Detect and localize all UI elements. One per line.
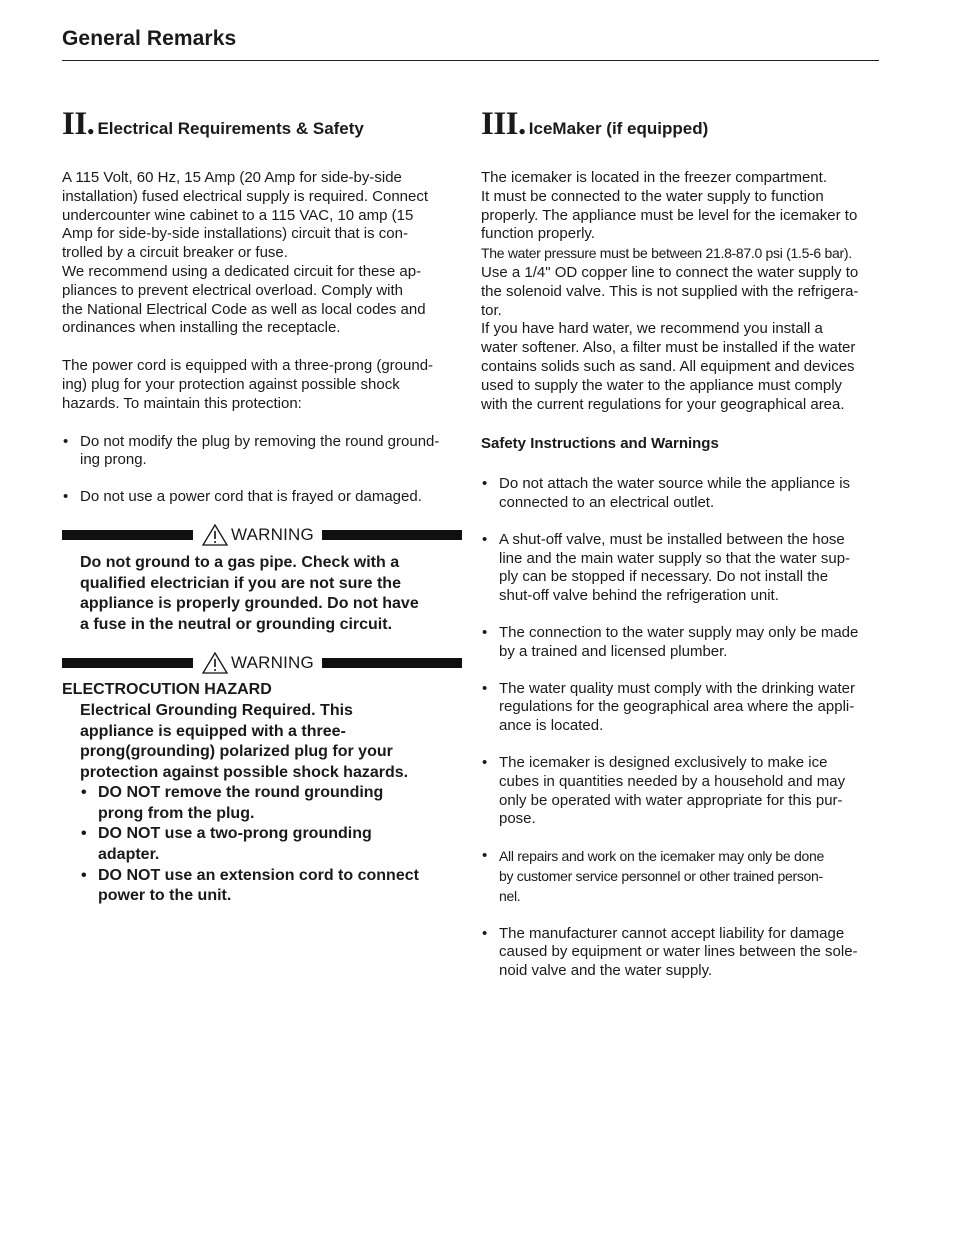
electrical-paragraph: A 115 Volt, 60 Hz, 15 Amp (20 Amp for side-by-side installation) fused electrical supply is required. Connect undercounter wine cabinet to a 115 VAC, 10 amp (15 Amp for side-by-side installations) circuit that is con- trolled by a circuit breaker or fuse. We recommend using a dedicated circuit for these ap- pliances to prevent electrical overload. Comply with the National Electrical Code as well as local codes and ordinances when installing the receptacle. [62,169,429,337]
list-item: • All repairs and work on the icemaker may only be done by customer service personnel or other trained person- nel. [481,847,881,906]
header-divider [62,60,879,61]
section-title: IceMaker (if equipped) [528,119,709,138]
warning-banner [62,652,462,674]
electrocution-bullets [80,783,462,907]
section-title: Electrical Requirements & Safety [97,119,364,138]
icemaker-section-heading [481,106,881,151]
list-item: • The manufacturer cannot accept liability for damage caused by equipment or water lines between the sole- noid valve and the water supply. [481,925,881,981]
page-title: General Remarks [62,27,237,50]
plug-bullets [62,433,462,507]
gas-pipe-warning: Do not ground to a gas pipe. Check with a qualified electrician if you are not sure the appliance is properly grounded. Do not have a fuse in the neutral or grounding circuit. [80,553,419,633]
list-item: • The water quality must comply with the drinking water regulations for the geographical area where the appli- ance is located. [481,680,881,736]
power-cord-paragraph: The power cord is equipped with a three-prong (ground- ing) plug for your protection against possible shock hazards. To maintain this protection: [62,357,434,412]
safety-bullets [481,475,881,981]
list-item: • DO NOT use an extension cord to connect power to the unit. [80,866,462,907]
electrical-section [62,106,462,907]
icemaker-section [481,106,881,981]
list-item: • The icemaker is designed exclusively to make ice cubes in quantities needed by a household and may only be operated with water appropriate for this pur- pose. [481,754,881,829]
section-numeral: III. [481,106,526,142]
electrocution-warning: ELECTROCUTION HAZARD Electrical Grounding Required. This appliance is equipped with a three- prong(grounding) polarized plug for your protection against possible shock hazards. • DO NOT remove the round grounding prong from the plug. • DO NOT use a two-prong grounding adapter. • DO NOT use an extension cord to connect power to the unit. [62,680,462,907]
safety-subheading: Safety Instructions and Warnings [481,435,719,453]
warning-triangle-icon [201,651,229,675]
list-item: • Do not use a power cord that is frayed or damaged. [62,488,462,507]
section-numeral: II. [62,106,95,142]
water-pressure-note: The water pressure must be between 21.8-87.0 psi (1.5-6 bar). [481,245,852,262]
list-item: • DO NOT remove the round grounding prong from the plug. [80,783,462,824]
list-item: • DO NOT use a two-prong grounding adapter. [80,824,462,865]
warning-triangle-icon [201,523,229,547]
warning-label: WARNING [231,524,314,544]
electrical-section-heading [62,106,462,151]
list-item: • Do not attach the water source while the appliance is connected to an electrical outlet. [481,475,881,513]
electrocution-heading: ELECTROCUTION HAZARD [62,681,272,699]
list-item: • A shut-off valve, must be installed between the hose line and the main water supply so that the water sup- ply can be stopped if necessary. Do not install the shut-off valve behind the refrigeration unit. [481,531,881,606]
warning-label: WARNING [231,652,314,672]
list-item: • Do not modify the plug by removing the round ground- ing prong. [62,433,462,471]
warning-banner [62,524,462,546]
list-item: • The connection to the water supply may only be made by a trained and licensed plumber. [481,624,881,662]
icemaker-paragraph: The icemaker is located in the freezer compartment. It must be connected to the water supply to function properly. The appliance must be level for the icemaker to function properly. The water pressure must be between 21.8-87.0 psi (1.5-6 bar). Use a 1/4" OD copper line to connect the water supply to the solenoid valve. This is not supplied with the refrigera- tor. If you have hard water, we recommend you install a water softener. Also, a filter must be installed if the water contains solids such as sand. All equipment and devices used to supply the water to the appliance must comply with the current regulations for your geographical area. [481,169,859,413]
